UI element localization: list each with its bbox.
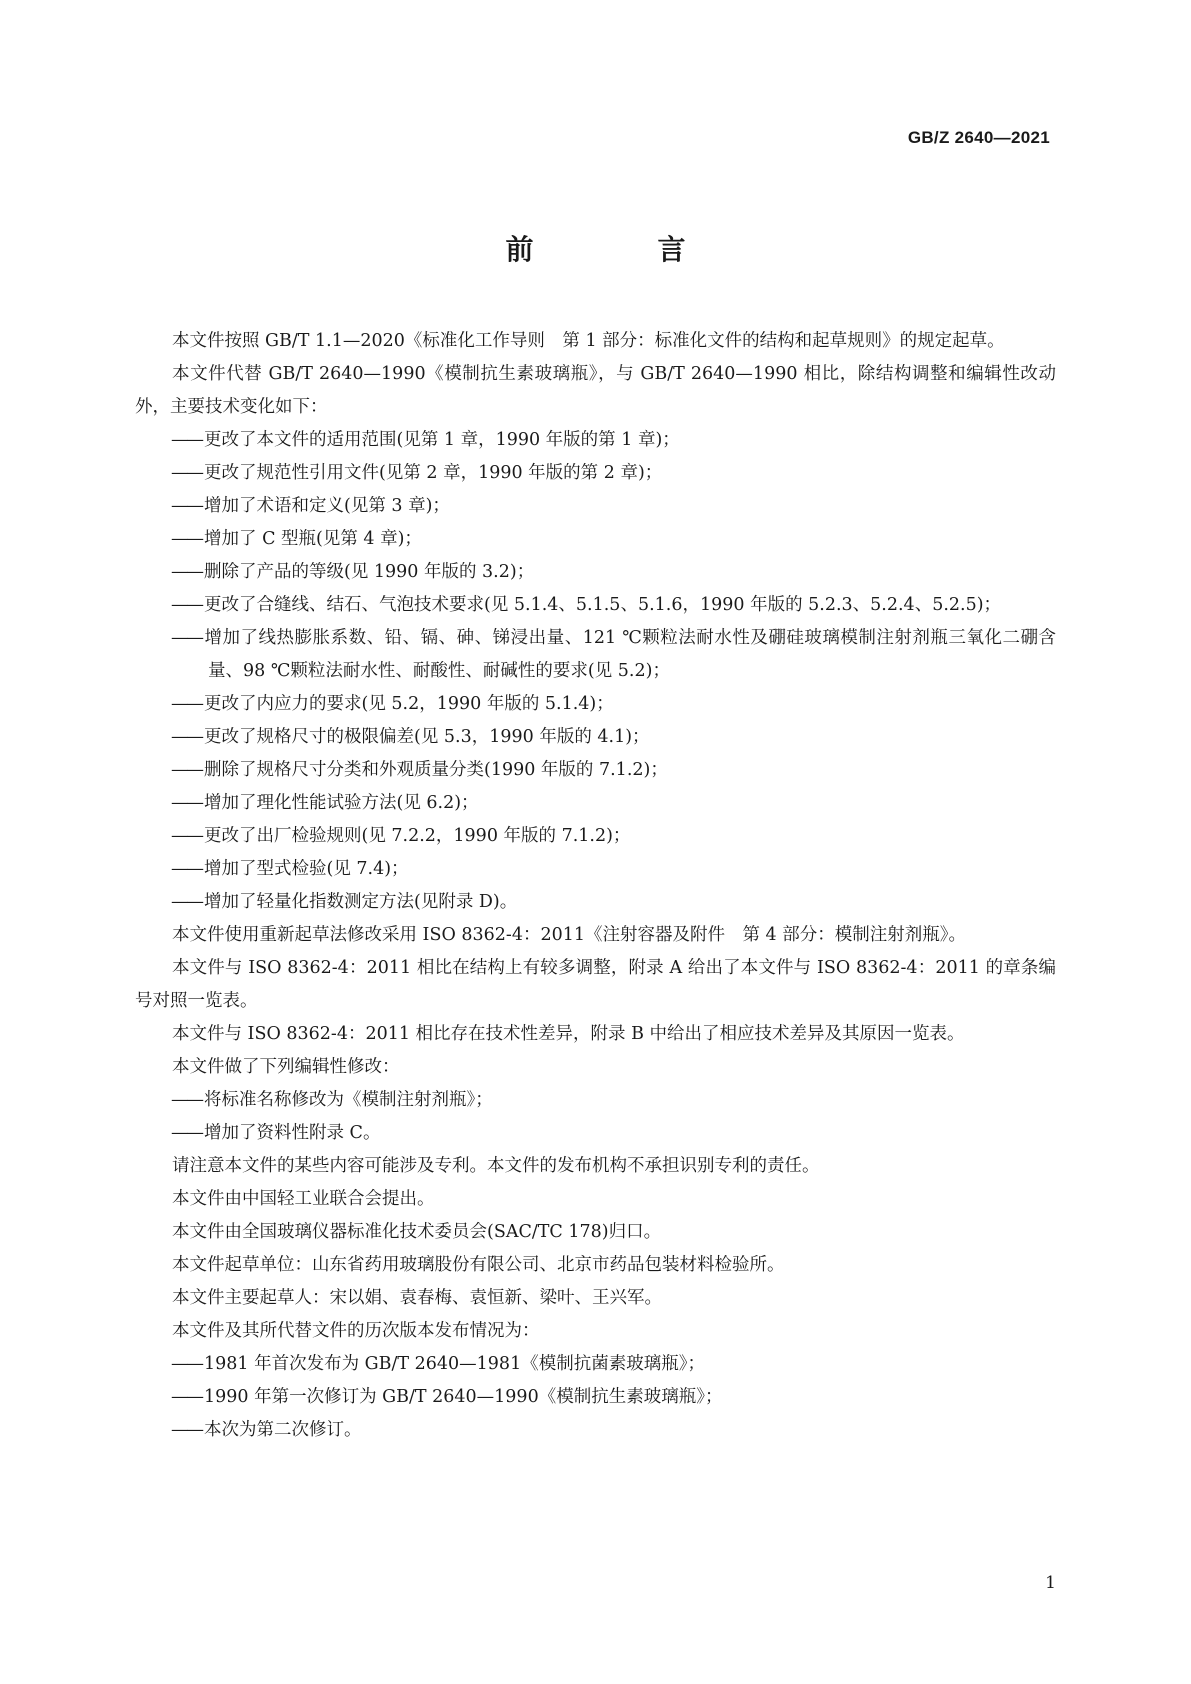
paragraph [135,1051,1056,1084]
dash-marker: —— [171,1090,202,1110]
dash-marker: —— [171,496,202,516]
paragraph [135,1282,1056,1315]
line-text: 更改了本文件的适用范围(见第 1 章，1990 年版的第 1 章)； [204,430,680,450]
paragraph [135,358,1056,424]
paragraph [135,1315,1056,1348]
paragraph [135,1216,1056,1249]
paragraph [135,1150,1056,1183]
line-text: 增加了 C 型瓶(见第 4 章)； [204,529,422,549]
paragraph [135,1018,1056,1051]
line-text: 增加了术语和定义(见第 3 章)； [204,496,450,516]
line-text: 本文件由中国轻工业联合会提出。 [172,1189,435,1209]
dash-marker: —— [171,760,202,780]
line-text: 更改了规格尺寸的极限偏差(见 5.3，1990 年版的 4.1)； [204,727,650,747]
list-item [135,1414,1056,1447]
paragraph [135,919,1056,952]
line-text: 增加了型式检验(见 7.4)； [204,859,409,879]
dash-marker: —— [171,1354,202,1374]
line-text: 1990 年第一次修订为 GB/T 2640—1990《模制抗生素玻璃瓶》； [204,1387,723,1407]
line-text: 更改了内应力的要求(见 5.2，1990 年版的 5.1.4)； [204,694,614,714]
line-text: 删除了规格尺寸分类和外观质量分类(1990 年版的 7.1.2)； [204,760,668,780]
line-text: 本文件做了下列编辑性修改： [172,1057,400,1077]
line-text: 本文件与 ISO 8362-4：2011 相比在结构上有较多调整，附录 A 给出了本文件与 ISO 8362-4：2011 的章条编号对照一览表。 [135,958,1056,1011]
list-item [135,754,1056,787]
list-item [135,424,1056,457]
list-item [135,787,1056,820]
paragraph [135,325,1056,358]
list-item [135,1381,1056,1414]
dash-marker: —— [171,727,202,747]
line-text: 本次为第二次修订。 [204,1420,362,1440]
line-text: 本文件主要起草人：宋以娟、袁春梅、袁恒新、梁叶、王兴军。 [172,1288,662,1308]
line-text: 删除了产品的等级(见 1990 年版的 3.2)； [204,562,535,582]
paragraph [135,952,1056,1018]
list-item [135,820,1056,853]
document-body [135,325,1056,1447]
line-text: 增加了资料性附录 C。 [204,1123,381,1143]
paragraph [135,1249,1056,1282]
list-item [135,622,1056,688]
list-item [135,589,1056,622]
list-item [135,721,1056,754]
list-item [135,886,1056,919]
dash-marker: —— [171,1420,202,1440]
line-text: 本文件由全国玻璃仪器标准化技术委员会(SAC/TC 178)归口。 [172,1222,662,1242]
list-item [135,490,1056,523]
list-item [135,1348,1056,1381]
dash-marker: —— [171,562,202,582]
line-text: 更改了规范性引用文件(见第 2 章，1990 年版的第 2 章)； [204,463,663,483]
line-text: 本文件使用重新起草法修改采用 ISO 8362-4：2011《注射容器及附件 第 4 部分：模制注射剂瓶》。 [172,925,966,945]
dash-marker: —— [171,463,202,483]
line-text: 本文件代替 GB/T 2640—1990《模制抗生素玻璃瓶》，与 GB/T 2640—1990 相比，除结构调整和编辑性改动外，主要技术变化如下： [135,364,1056,417]
list-item [135,853,1056,886]
dash-marker: —— [171,892,202,912]
page-title: 前 言 [505,233,734,266]
dash-marker: —— [171,595,202,615]
paragraph [135,1183,1056,1216]
list-item [135,688,1056,721]
dash-marker: —— [171,826,202,846]
dash-marker: —— [171,529,202,549]
list-item [135,556,1056,589]
list-item [135,1117,1056,1150]
dash-marker: —— [171,859,202,879]
line-text: 请注意本文件的某些内容可能涉及专利。本文件的发布机构不承担识别专利的责任。 [172,1156,820,1176]
list-item [135,1084,1056,1117]
line-text: 增加了理化性能试验方法(见 6.2)； [204,793,479,813]
standard-code: GB/Z 2640—2021 [907,128,1050,147]
dash-marker: —— [171,793,202,813]
line-text: 本文件按照 GB/T 1.1—2020《标准化工作导则 第 1 部分：标准化文件的结构和起草规则》的规定起草。 [172,331,1005,351]
dash-marker: —— [171,1387,202,1407]
list-item [135,457,1056,490]
dash-marker: —— [171,430,202,450]
line-text: 更改了出厂检验规则(见 7.2.2，1990 年版的 7.1.2)； [204,826,631,846]
dash-marker: —— [171,628,202,648]
line-text: 本文件起草单位：山东省药用玻璃股份有限公司、北京市药品包装材料检验所。 [172,1255,785,1275]
line-text: 1981 年首次发布为 GB/T 2640—1981《模制抗菌素玻璃瓶》； [204,1354,705,1374]
line-text: 增加了线热膨胀系数、铅、镉、砷、锑浸出量、121 ℃颗粒法耐水性及硼硅玻璃模制注射剂瓶三氧化二硼含量、98 ℃颗粒法耐水性、耐酸性、耐碱性的要求(见 5.2)； [204,628,1056,681]
dash-marker: —— [171,1123,202,1143]
line-text: 将标准名称修改为《模制注射剂瓶》； [204,1090,493,1110]
line-text: 增加了轻量化指数测定方法(见附录 D)。 [204,892,518,912]
line-text: 更改了合缝线、结石、气泡技术要求(见 5.1.4、5.1.5、5.1.6，1990 年版的 5.2.3、5.2.4、5.2.5)； [204,595,1002,615]
line-text: 本文件及其所代替文件的历次版本发布情况为： [172,1321,540,1341]
page-number: 1 [1045,1573,1056,1593]
line-text: 本文件与 ISO 8362-4：2011 相比存在技术性差异，附录 B 中给出了相应技术差异及其原因一览表。 [172,1024,965,1044]
dash-marker: —— [171,694,202,714]
list-item [135,523,1056,556]
